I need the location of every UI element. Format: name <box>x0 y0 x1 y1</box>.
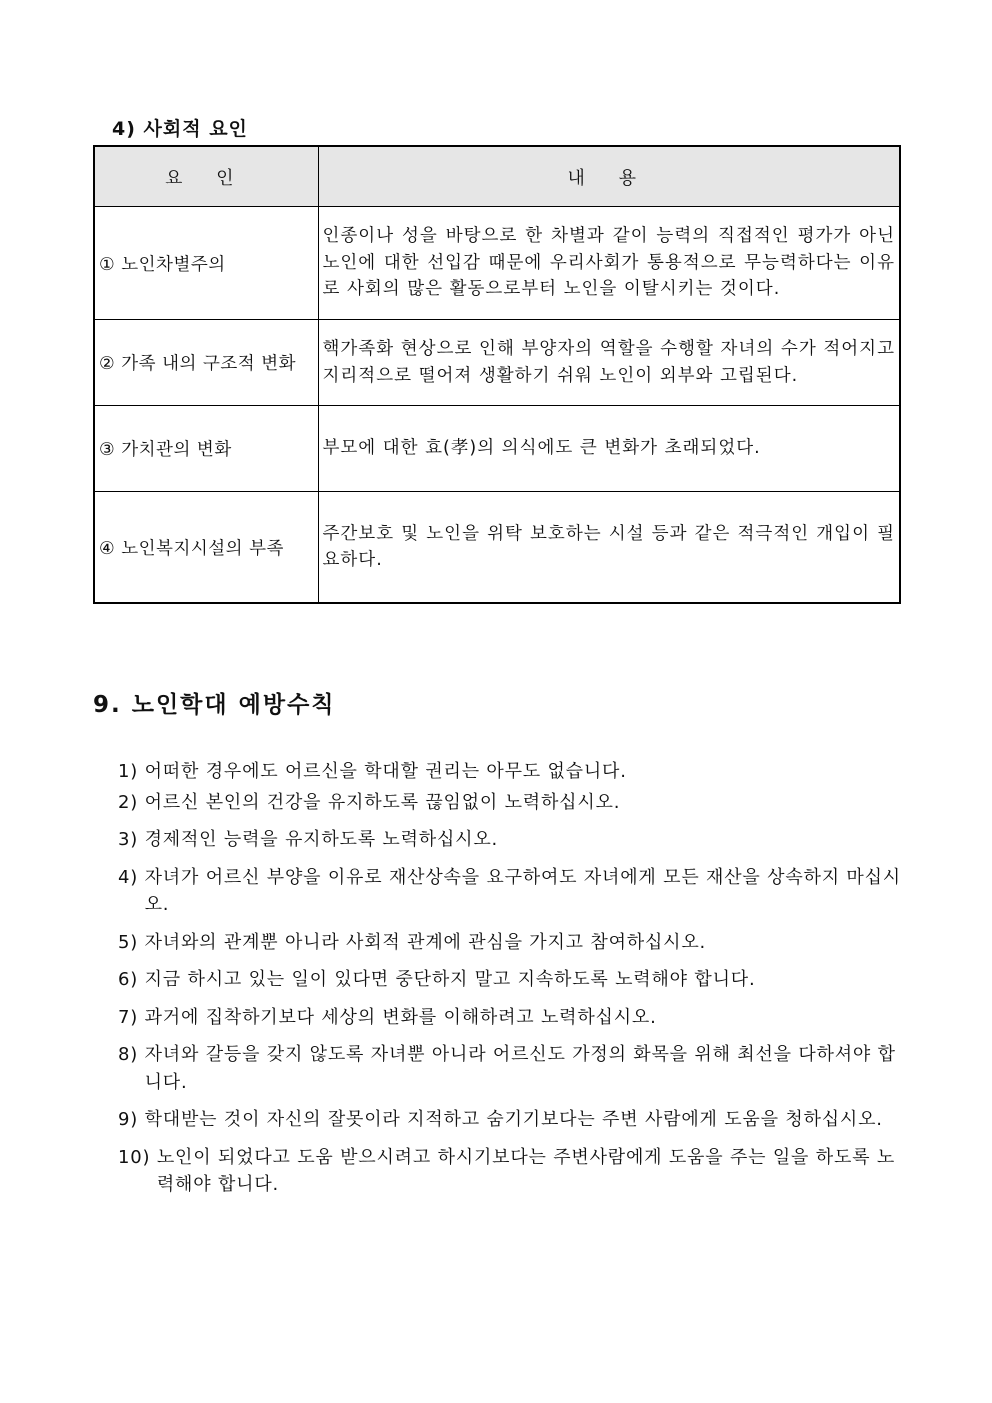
factor-cell: ③ 가치관의 변화 <box>94 406 318 492</box>
item-text: 어르신 본인의 건강을 유지하도록 끊임없이 노력하십시오. <box>144 791 621 813</box>
factor-cell: ① 노인차별주의 <box>94 207 318 320</box>
table-row <box>94 406 900 492</box>
item-number: 7) <box>118 1006 145 1028</box>
content-cell: 부모에 대한 효(孝)의 의식에도 큰 변화가 초래되었다. <box>318 406 900 492</box>
item-number: 5) <box>118 931 145 953</box>
list-item <box>118 1144 908 1199</box>
content-cell: 주간보호 및 노인을 위탁 보호하는 시설 등과 같은 적극적인 개입이 필요하다. <box>318 492 900 604</box>
content-cell: 핵가족화 현상으로 인해 부양자의 역할을 수행할 자녀의 수가 적어지고 지리적으로 떨어져 생활하기 쉬워 노인이 외부와 고립된다. <box>318 320 900 406</box>
header-content: 내 용 <box>318 146 900 207</box>
item-text: 어떠한 경우에도 어르신을 학대할 권리는 아무도 없습니다. <box>144 761 627 782</box>
item-number: 3) <box>118 829 145 850</box>
social-factors-table <box>93 145 901 604</box>
list-item <box>118 789 908 817</box>
factor-cell: ② 가족 내의 구조적 변화 <box>94 320 318 406</box>
list-item <box>118 1041 908 1096</box>
item-number: 6) <box>118 969 145 990</box>
table-row <box>94 320 900 406</box>
list-item <box>118 864 908 919</box>
item-text: 과거에 집착하기보다 세상의 변화를 이해하려고 노력하십시오. <box>144 1006 657 1028</box>
factor-cell: ④ 노인복지시설의 부족 <box>94 492 318 604</box>
item-text: 노인이 되었다고 도움 받으시려고 하시기보다는 주변사람에게 도움을 주는 일을 하도록 노력해야 합니다. <box>156 1146 896 1195</box>
item-number: 2) <box>118 791 145 813</box>
list-item <box>118 966 908 994</box>
table-row <box>94 207 900 320</box>
content-cell: 인종이나 성을 바탕으로 한 차별과 같이 능력의 직접적인 평가가 아닌 노인에 대한 선입감 때문에 우리사회가 통용적으로 무능력하다는 이유로 사회의 많은 활동으로부터 노인을 이탈시키는 것이다. <box>318 207 900 320</box>
item-number: 8) <box>118 1044 145 1065</box>
list-item <box>118 929 908 957</box>
subsection-title: 4) 사회적 요인 <box>112 118 248 140</box>
list-item <box>118 758 908 786</box>
list-item <box>118 826 908 854</box>
item-text: 지금 하시고 있는 일이 있다면 중단하지 말고 지속하도록 노력해야 합니다. <box>144 969 756 990</box>
item-number: 4) <box>118 866 145 888</box>
section-title: 9. 노인학대 예방수칙 <box>93 692 336 718</box>
item-number: 1) <box>118 761 145 782</box>
prevention-rules-list <box>118 758 908 1209</box>
item-number: 10) <box>118 1146 157 1168</box>
item-text: 자녀와 갈등을 갖지 않도록 자녀뿐 아니라 어르신도 가정의 화목을 위해 최선을 다하셔야 합니다. <box>144 1044 896 1093</box>
item-text: 경제적인 능력을 유지하도록 노력하십시오. <box>144 829 499 850</box>
item-text: 자녀가 어르신 부양을 이유로 재산상속을 요구하여도 자녀에게 모든 재산을 상속하지 마십시오. <box>144 866 901 915</box>
list-item <box>118 1004 908 1032</box>
item-number: 9) <box>118 1109 145 1130</box>
table-row <box>94 492 900 604</box>
table-header-row <box>94 146 900 207</box>
header-factor: 요 인 <box>94 146 318 207</box>
list-item <box>118 1106 908 1134</box>
item-text: 자녀와의 관계뿐 아니라 사회적 관계에 관심을 가지고 참여하십시오. <box>144 931 707 953</box>
item-text: 학대받는 것이 자신의 잘못이라 지적하고 숨기기보다는 주변 사람에게 도움을 청하십시오. <box>144 1109 883 1130</box>
